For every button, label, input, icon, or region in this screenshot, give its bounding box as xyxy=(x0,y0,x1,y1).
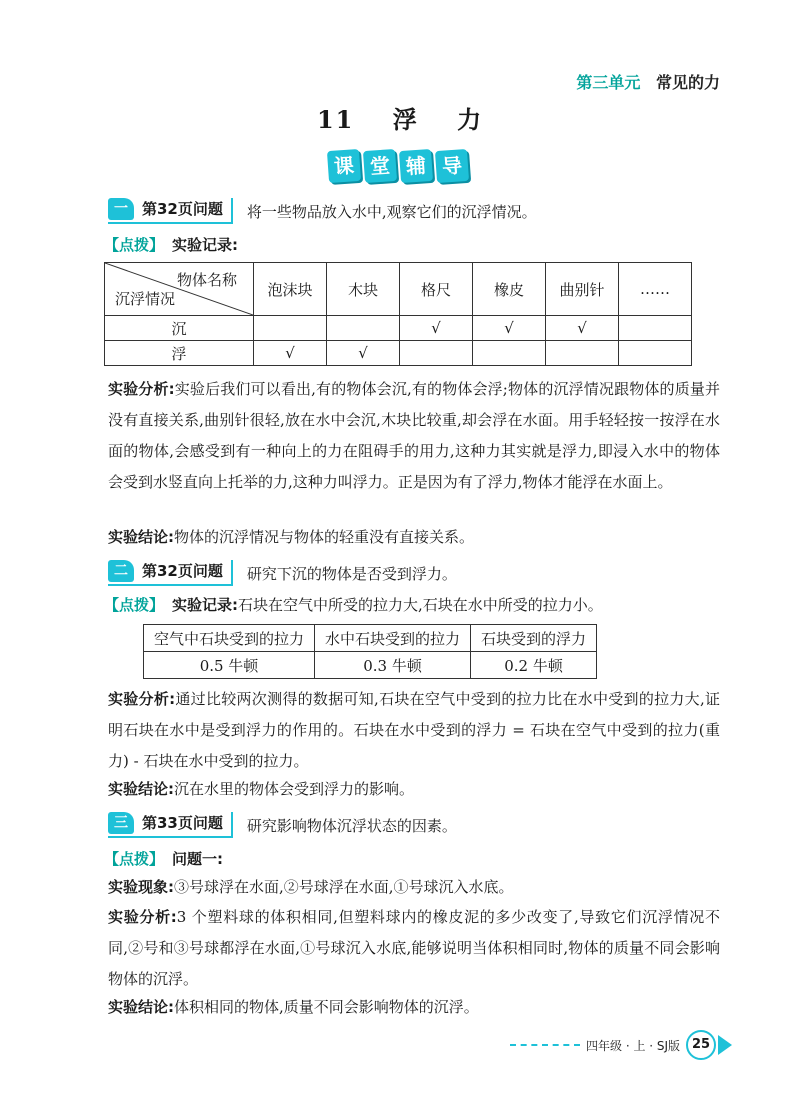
conclusion-text: 沉在水里的物体会受到浮力的影响。 xyxy=(174,780,415,798)
analysis-paragraph xyxy=(108,902,720,995)
hint-text: 石块在空气中所受的拉力大,石块在水中所受的拉力小。 xyxy=(238,596,603,614)
section-page-ref: 第32页问题 xyxy=(134,198,233,222)
row-label: 沉 xyxy=(105,316,254,341)
table-header-cell: 格尺 xyxy=(400,263,473,316)
hint-tag: 【点拨】 xyxy=(104,236,165,254)
table-header-cell: 曲别针 xyxy=(546,263,619,316)
table-row xyxy=(144,652,597,679)
analysis-label: 实验分析: xyxy=(108,380,175,398)
conclusion-text: 物体的沉浮情况与物体的轻重没有直接关系。 xyxy=(174,528,475,546)
lesson-title-char: 力 xyxy=(457,105,484,134)
table-header-cell: 泡沫块 xyxy=(254,263,327,316)
banner-char: 课 xyxy=(327,149,361,183)
table-cell xyxy=(619,316,692,341)
banner-char: 辅 xyxy=(399,149,433,183)
table-corner-cell xyxy=(105,263,254,316)
analysis-paragraph xyxy=(108,374,720,498)
section-description: 研究影响物体沉浮状态的因素。 xyxy=(246,816,457,835)
table-cell: 0.3 牛顿 xyxy=(315,652,471,679)
section-number-badge: 三 xyxy=(108,812,134,834)
table-header-row xyxy=(144,625,597,652)
banner-char: 堂 xyxy=(363,149,397,183)
lesson-title-char: 浮 xyxy=(392,105,419,134)
analysis-label: 实验分析: xyxy=(108,690,176,708)
lesson-number: 11 xyxy=(316,105,355,134)
section-banner xyxy=(328,150,468,182)
arrow-right-icon xyxy=(718,1035,732,1055)
table-cell: √ xyxy=(327,341,400,366)
table-row xyxy=(105,316,692,341)
phenomenon-text: ③号球浮在水面,②号球浮在水面,①号球沉入水底。 xyxy=(174,878,514,896)
conclusion-text: 体积相同的物体,质量不同会影响物体的沉浮。 xyxy=(174,998,479,1016)
corner-top-label: 物体名称 xyxy=(176,271,237,289)
hint-label: 实验记录: xyxy=(172,596,239,614)
hint-line xyxy=(104,594,603,615)
table-cell: √ xyxy=(546,316,619,341)
table-header-cell: 水中石块受到的拉力 xyxy=(315,625,471,652)
analysis-text: 3 个塑料球的体积相同,但塑料球内的橡皮泥的多少改变了,导致它们沉浮情况不同,②号和③号球都浮在水面,①号球沉入水底,能够说明当体积相同时,物体的质量不同会影响物体的沉浮。 xyxy=(108,908,721,988)
page-number: 25 xyxy=(686,1030,716,1060)
hint-tag: 【点拨】 xyxy=(104,850,165,868)
hint-line xyxy=(104,848,223,869)
table-cell: 0.5 牛顿 xyxy=(144,652,315,679)
footer-dashed-line xyxy=(510,1044,580,1046)
lesson-title xyxy=(0,100,800,135)
unit-header xyxy=(576,70,720,93)
section-number-badge: 二 xyxy=(108,560,134,582)
unit-label: 第三单元 xyxy=(576,73,641,92)
section-number-badge: 一 xyxy=(108,198,134,220)
hint-tag: 【点拨】 xyxy=(104,596,165,614)
table-header-cell: 空气中石块受到的拉力 xyxy=(144,625,315,652)
analysis-text: 通过比较两次测得的数据可知,石块在空气中受到的拉力比在水中受到的拉力大,证明石块在水中是受到浮力的作用的。石块在水中受到的浮力 = 石块在空气中受到的拉力(重力) - 石块在水中受到的拉力。 xyxy=(108,690,721,770)
section-2-header xyxy=(108,560,457,586)
table-cell: √ xyxy=(473,316,546,341)
observation-table xyxy=(104,262,692,366)
unit-topic: 常见的力 xyxy=(655,73,720,92)
analysis-paragraph xyxy=(108,684,720,777)
conclusion-label: 实验结论: xyxy=(108,780,174,798)
table-header-cell: 橡皮 xyxy=(473,263,546,316)
conclusion-paragraph xyxy=(108,992,720,1023)
table-cell: 0.2 牛顿 xyxy=(471,652,597,679)
table-cell xyxy=(546,341,619,366)
conclusion-paragraph xyxy=(108,522,720,553)
table-cell xyxy=(254,316,327,341)
row-label: 浮 xyxy=(105,341,254,366)
table-header-cell: 木块 xyxy=(327,263,400,316)
analysis-text: 实验后我们可以看出,有的物体会沉,有的物体会浮;物体的沉浮情况跟物体的质量并没有直接关系,曲别针很轻,放在水中会沉,木块比较重,却会浮在水面。用手轻轻按一按浮在水面的物体,会感受到有一种向上的力在阻碍手的用力,这种力其实就是浮力,即浸入水中的物体会受到水竖直向上托举的力,这种力叫浮力。正是因为有了浮力,物体才能浮在水面上。 xyxy=(108,380,720,491)
table-header-cell: 石块受到的浮力 xyxy=(471,625,597,652)
table-cell xyxy=(619,341,692,366)
page-footer xyxy=(510,1030,732,1060)
table-cell xyxy=(400,341,473,366)
conclusion-label: 实验结论: xyxy=(108,998,174,1016)
corner-bottom-label: 沉浮情况 xyxy=(115,290,176,308)
table-header-cell: …… xyxy=(619,263,692,316)
table-cell xyxy=(327,316,400,341)
grade-label: 四年级 · 上 · SJ版 xyxy=(586,1038,681,1053)
banner-char: 导 xyxy=(435,149,469,183)
section-page-ref: 第33页问题 xyxy=(134,812,233,836)
section-1-header xyxy=(108,198,537,224)
table-cell xyxy=(473,341,546,366)
section-page-ref: 第32页问题 xyxy=(134,560,233,584)
force-table xyxy=(143,624,597,679)
conclusion-paragraph xyxy=(108,774,720,805)
hint-label: 问题一: xyxy=(172,850,224,868)
section-3-header xyxy=(108,812,457,838)
table-row xyxy=(105,341,692,366)
table-cell: √ xyxy=(254,341,327,366)
analysis-label: 实验分析: xyxy=(108,908,177,926)
hint-label: 实验记录: xyxy=(172,236,239,254)
table-cell: √ xyxy=(400,316,473,341)
hint-line xyxy=(104,234,238,255)
section-description: 将一些物品放入水中,观察它们的沉浮情况。 xyxy=(246,202,537,221)
phenomenon-label: 实验现象: xyxy=(108,878,174,896)
section-description: 研究下沉的物体是否受到浮力。 xyxy=(246,564,457,583)
conclusion-label: 实验结论: xyxy=(108,528,174,546)
phenomenon-paragraph xyxy=(108,872,720,903)
